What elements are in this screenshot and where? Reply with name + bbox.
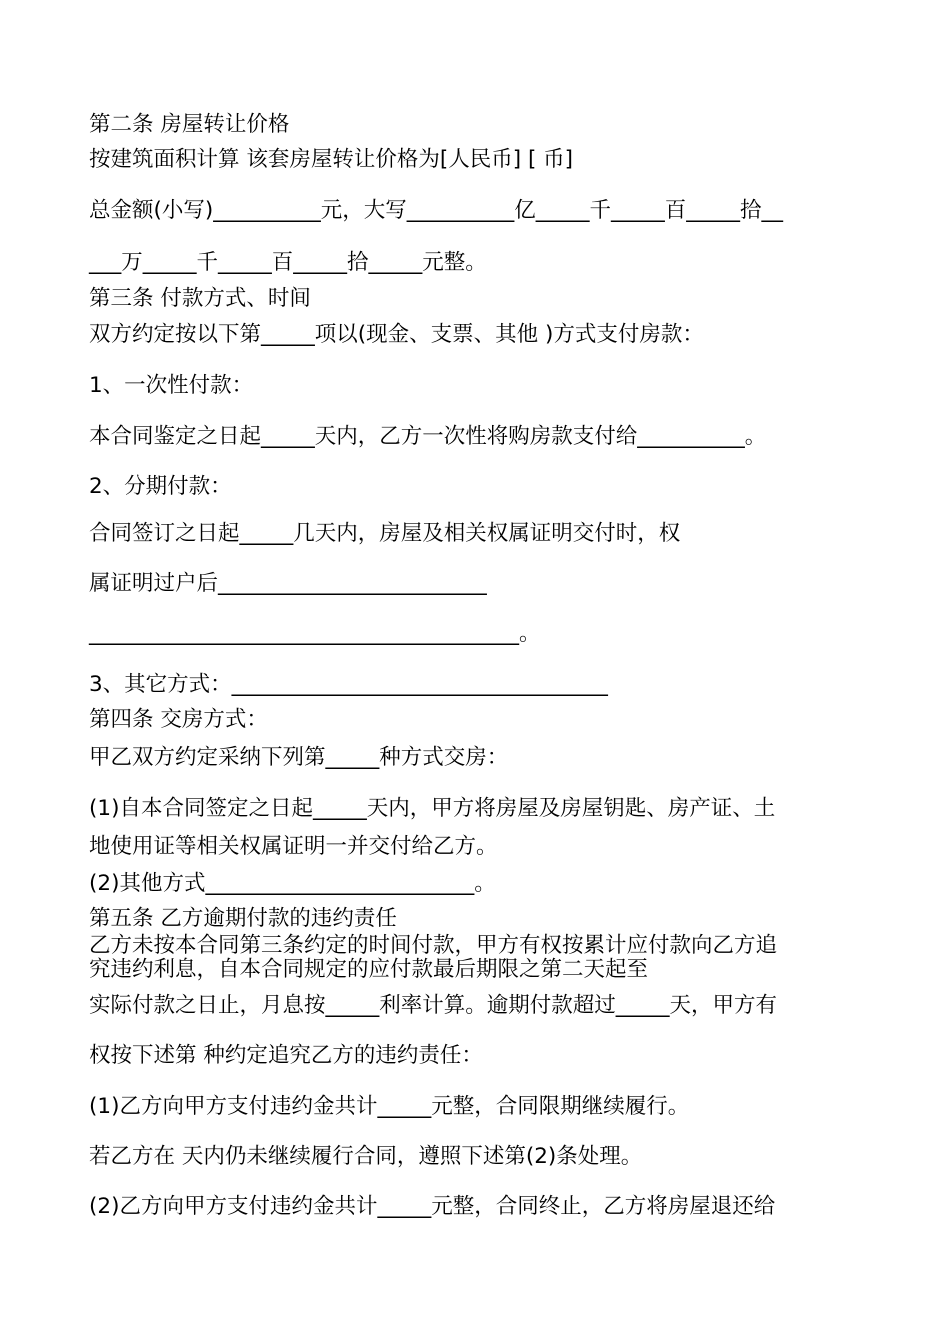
paragraph-line: 合同签订之日起_____几天内，房屋及相关权属证明交付时，权: [89, 521, 681, 546]
paragraph-line: 乙方未按本合同第三条约定的时间付款，甲方有权按累计应付款向乙方追: [89, 933, 778, 958]
paragraph-line: (1)乙方向甲方支付违约金共计_____元整，合同限期继续履行。: [89, 1094, 690, 1119]
paragraph-line: 2、分期付款：: [89, 474, 232, 499]
paragraph-line: 1、一次性付款：: [89, 373, 254, 398]
paragraph-line: 总金额(小写)__________元，大写__________亿_____千_____百_____拾__: [89, 198, 784, 223]
paragraph-line: (1)自本合同签定之日起_____天内，甲方将房屋及房屋钥匙、房产证、土: [89, 796, 776, 821]
paragraph-line: 本合同鉴定之日起_____天内，乙方一次性将购房款支付给__________。: [89, 424, 767, 449]
article-5-heading: 第五条 乙方逾期付款的违约责任: [89, 906, 397, 931]
article-3-heading: 第三条 付款方式、时间: [89, 286, 311, 311]
paragraph-line: (2)其他方式_________________________。: [89, 871, 496, 896]
paragraph-line: 权按下述第 种约定追究乙方的违约责任：: [89, 1043, 483, 1068]
paragraph-line: ___万_____千_____百_____拾_____元整。: [89, 250, 487, 275]
paragraph-line: 属证明过户后_________________________: [89, 571, 487, 596]
paragraph-line: 3、其它方式：___________________________________: [89, 672, 608, 697]
paragraph-line: 实际付款之日止，月息按_____利率计算。逾期付款超过_____天，甲方有: [89, 993, 778, 1018]
paragraph-line: 双方约定按以下第_____项以(现金、支票、其他 )方式支付房款：: [89, 322, 704, 347]
paragraph-line: 甲乙双方约定采纳下列第_____种方式交房：: [89, 745, 509, 770]
article-4-heading: 第四条 交房方式：: [89, 707, 268, 732]
paragraph-line: 究违约利息，自本合同规定的应付款最后期限之第二天起至: [89, 957, 649, 982]
paragraph-line: 若乙方在 天内仍未继续履行合同，遵照下述第(2)条处理。: [89, 1144, 643, 1169]
paragraph-line: ________________________________________。: [89, 621, 541, 646]
paragraph-line: (2)乙方向甲方支付违约金共计_____元整，合同终止，乙方将房屋退还给: [89, 1194, 776, 1219]
paragraph-line: 按建筑面积计算 该套房屋转让价格为[人民币] [ 币]: [89, 147, 574, 172]
paragraph-line: 地使用证等相关权属证明一并交付给乙方。: [89, 834, 498, 859]
article-2-heading: 第二条 房屋转让价格: [89, 112, 290, 137]
